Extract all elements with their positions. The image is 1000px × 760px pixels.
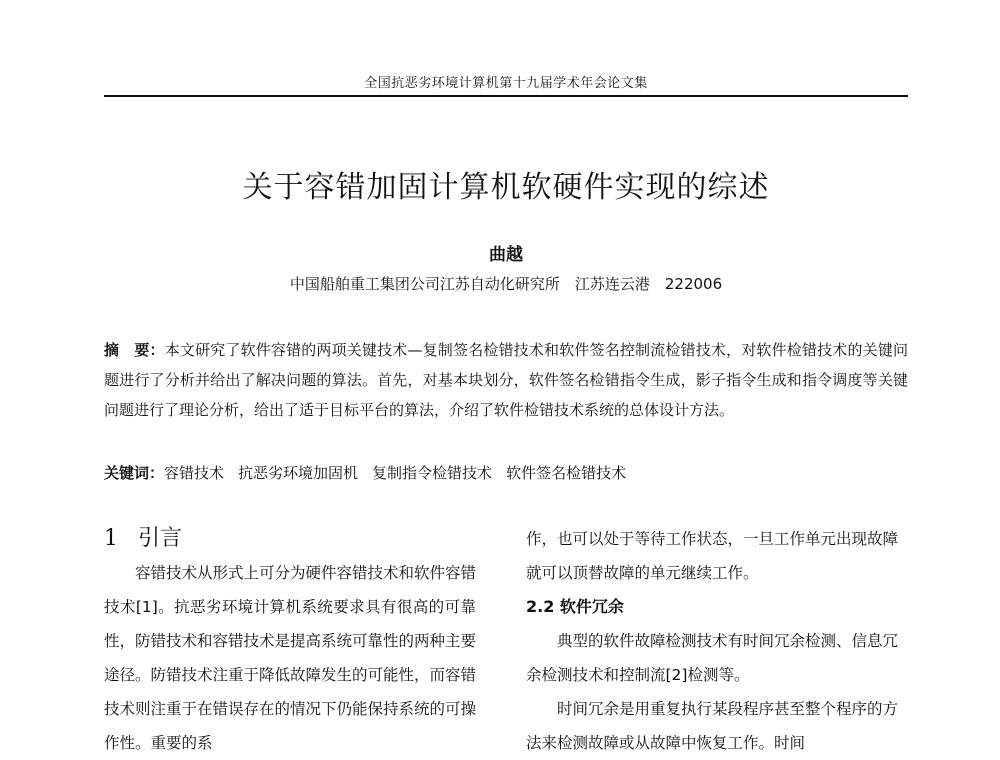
paper-title: 关于容错加固计算机软硬件实现的综述 (242, 170, 770, 205)
subsection-heading (526, 590, 898, 624)
author-name: 曲越 (489, 245, 523, 265)
header-rule (104, 95, 908, 97)
body-paragraph: 典型的软件故障检测技术有时间冗余检测、信息冗余检测技术和控制流[2]检测等。 (526, 632, 899, 684)
body-paragraph: 时间冗余是用重复执行某段程序甚至整个程序的方法来检测故障或从故障中恢复工作。时间 (526, 700, 899, 752)
keyword-item: 软件签名检错技术 (506, 464, 627, 482)
body-paragraph-continued: 作，也可以处于等待工作状态，一旦工作单元出现故障就可以顶替故障的单元继续工作。 (526, 530, 899, 582)
affiliation: 中国船舶重工集团公司江苏自动化研究所 江苏连云港 222006 (289, 275, 723, 293)
keywords-label: 关键词： (104, 464, 165, 482)
abstract-label: 摘 要： (104, 341, 165, 359)
subsection-number: 2.2 (526, 597, 555, 616)
section-number: 1 (104, 526, 118, 551)
section-title: 引言 (138, 526, 183, 551)
keyword-item: 复制指令检错技术 (372, 464, 493, 482)
right-column (526, 522, 898, 760)
left-column (104, 522, 476, 760)
abstract (104, 335, 908, 425)
keywords (104, 458, 908, 488)
keyword-item: 抗恶劣环境加固机 (238, 464, 359, 482)
section-heading (104, 522, 476, 556)
body-paragraph: 容错技术从形式上可分为硬件容错技术和软件容错技术[1]。抗恶劣环境计算机系统要求具有很高的可靠性，防错技术和容错技术是提高系统可靠性的两种主要途径。防错技术注重于降低故障发生的可能性，而容错技术则注重于在错误存在的情况下仍能保持系统的可操作性。重要的系 (104, 564, 477, 752)
keyword-item: 容错技术 (164, 464, 225, 482)
subsection-title: 软件冗余 (559, 597, 624, 616)
running-head: 全国抗恶劣环境计算机第十九届学术年会论文集 (364, 76, 648, 91)
abstract-text: 本文研究了软件容错的两项关键技术—复制签名检错技术和软件签名控制流检错技术，对软件检错技术的关键问题进行了分析并给出了解决问题的算法。首先，对基本块划分，软件签名检错指令生成，影子指令生成和指令调度等关键问题进行了理论分析，给出了适于目标平台的算法，介绍了软件检错技术系统的总体设计方法。 (104, 341, 908, 419)
